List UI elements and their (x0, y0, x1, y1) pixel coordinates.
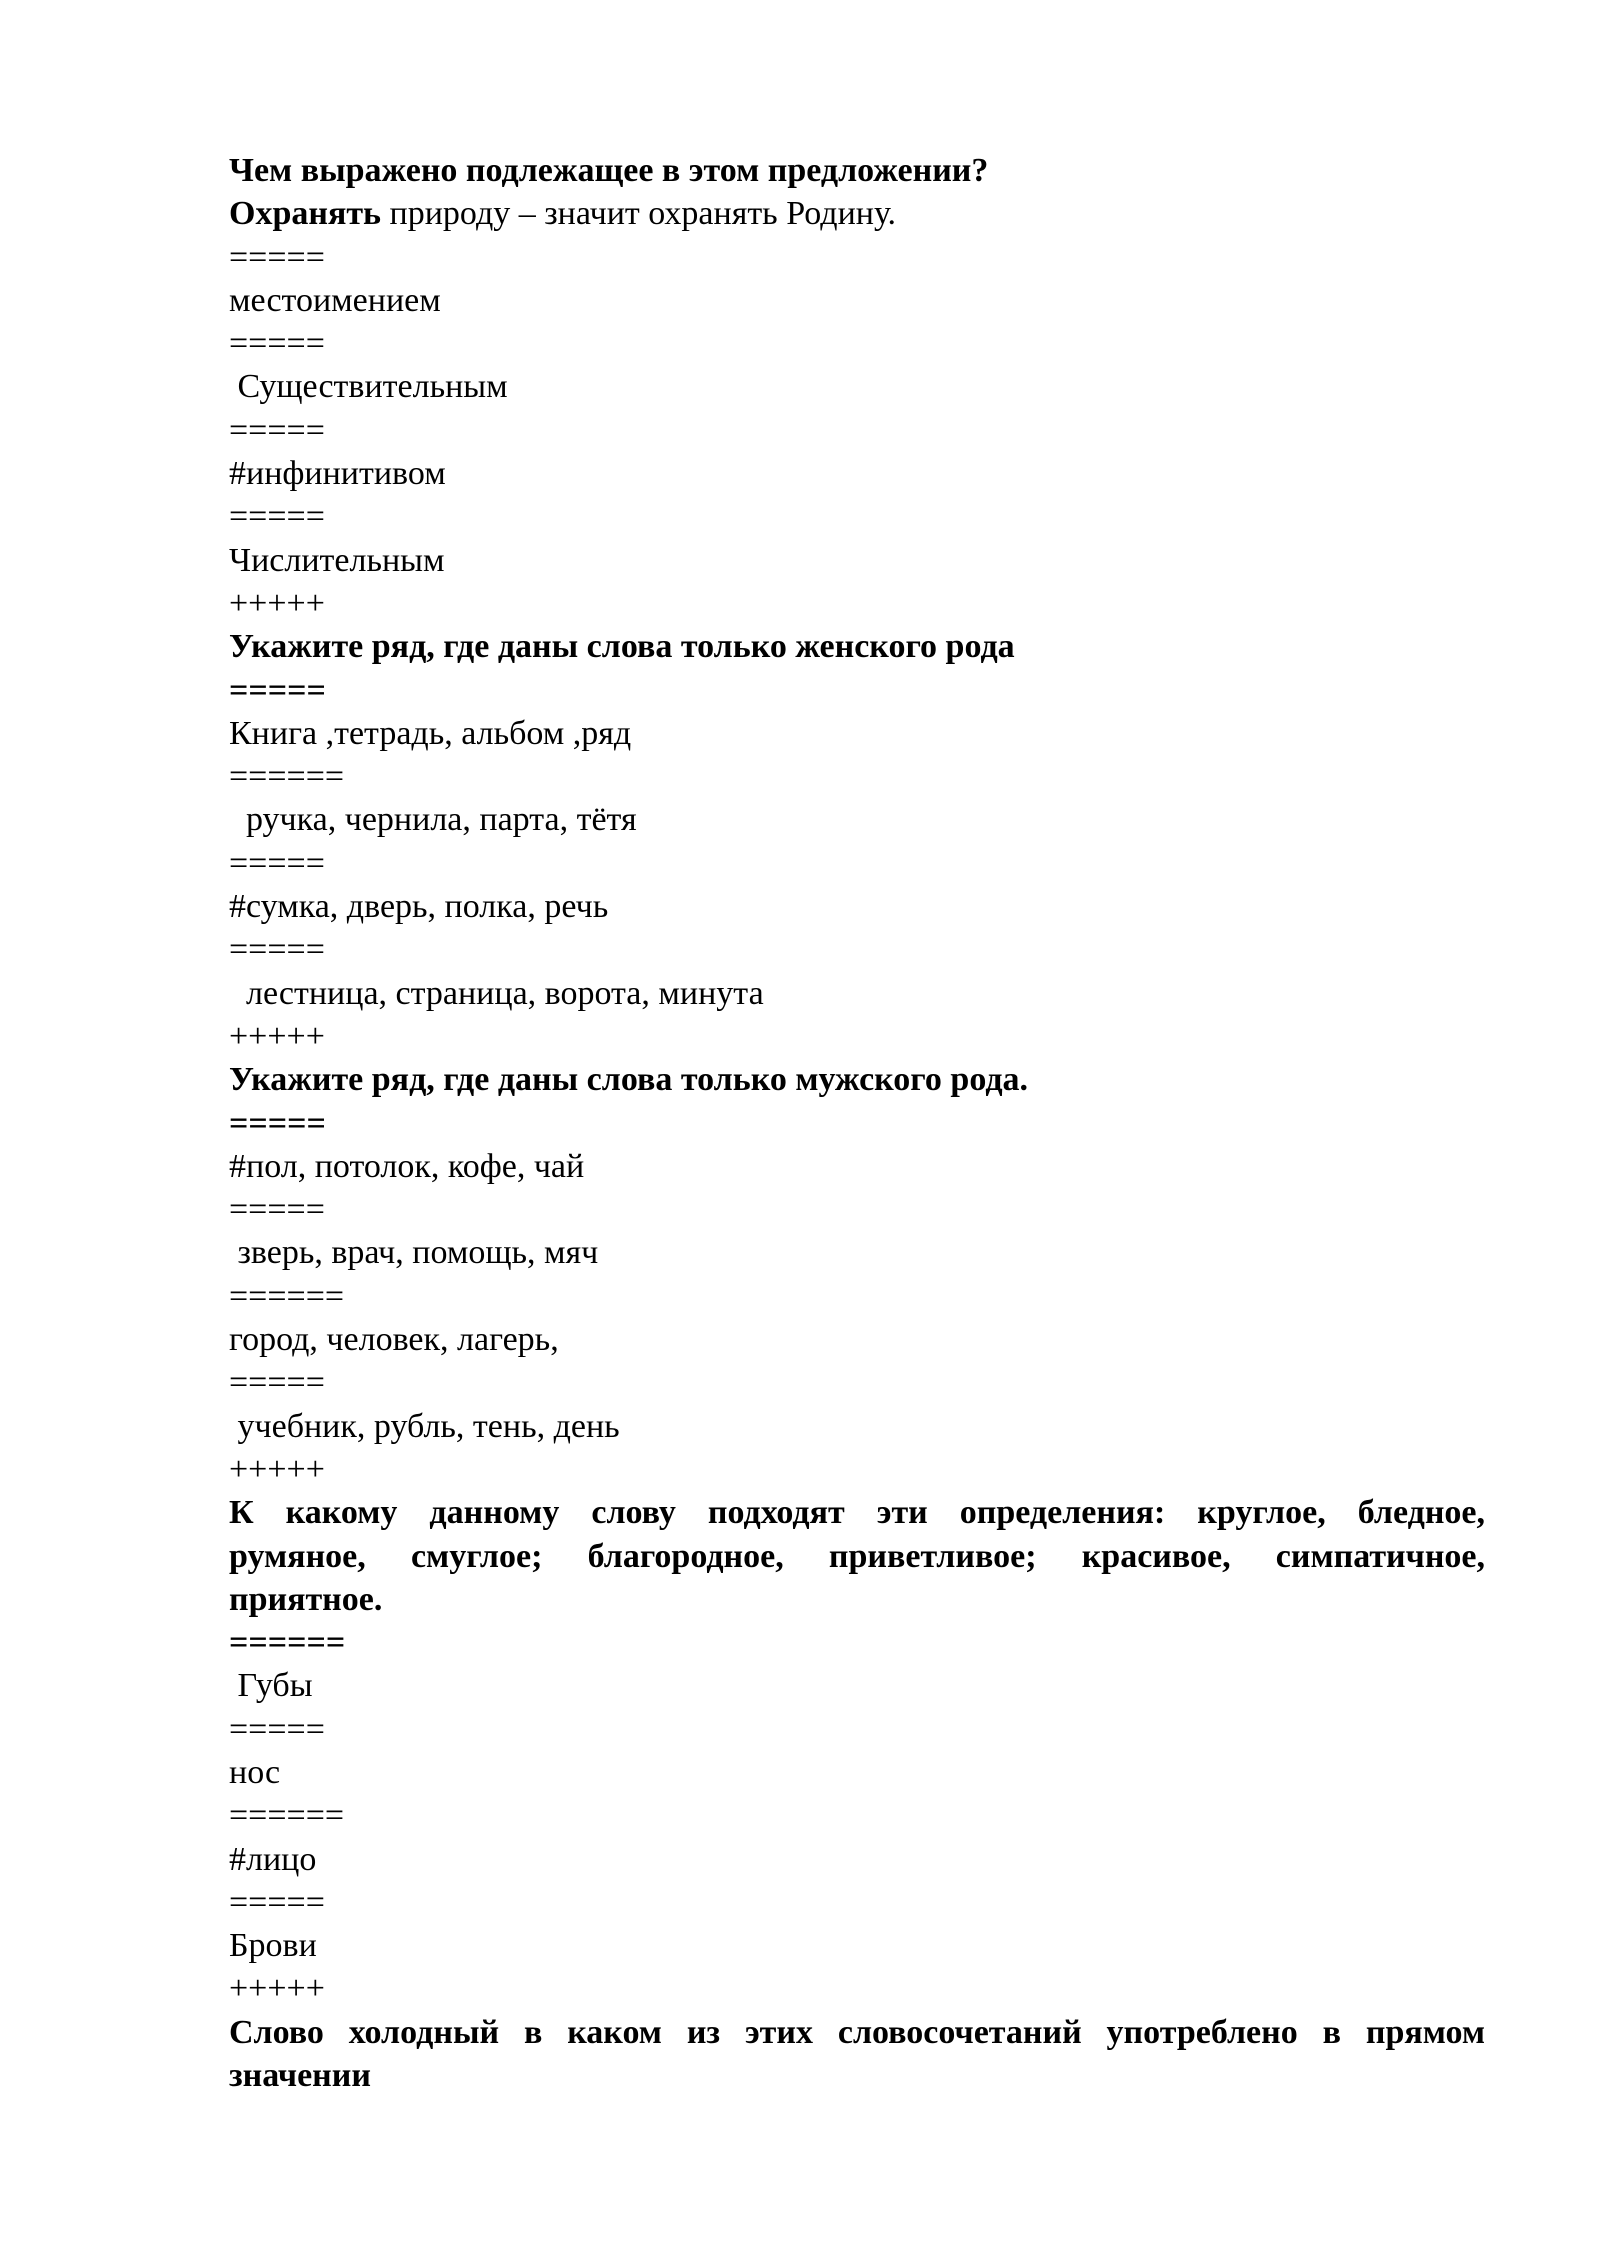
text-segment: Чем выражено подлежащее в этом предложении? (229, 152, 989, 189)
answer-separator (229, 1275, 1485, 1318)
answer-separator (229, 1794, 1485, 1837)
question-text (229, 1491, 1485, 1534)
question-text (229, 1535, 1485, 1578)
answer-option (229, 972, 1485, 1015)
answer-separator (229, 1708, 1485, 1751)
answer-option (229, 798, 1485, 841)
text-segment: ===== (229, 325, 325, 363)
text-segment: ===== (229, 1191, 325, 1229)
text-segment: город, человек, лагерь, (229, 1321, 559, 1359)
question-separator (229, 1448, 1485, 1491)
answer-option (229, 1231, 1485, 1274)
text-segment: ===== (229, 1883, 325, 1921)
answer-option (229, 1924, 1485, 1967)
answer-separator (229, 669, 1485, 712)
text-segment: ===== (229, 238, 325, 276)
text-segment: Укажите ряд, где даны слова только женского рода (229, 628, 1015, 666)
text-segment: Слово холодный в каком из этих словосочетаний употреблено в прямом (229, 2013, 1485, 2051)
question-text (229, 625, 1485, 668)
answer-option (229, 1318, 1485, 1361)
correct-answer-option (229, 452, 1485, 495)
answer-separator (229, 409, 1485, 452)
answer-separator (229, 1621, 1485, 1664)
answer-separator (229, 1361, 1485, 1404)
question-separator (229, 1967, 1485, 2010)
text-segment: Брови (229, 1927, 317, 1965)
text-segment: учебник, рубль, тень, день (229, 1407, 620, 1445)
text-segment: Существительным (229, 368, 508, 406)
text-segment: +++++ (229, 1450, 325, 1488)
text-segment: #сумка, дверь, полка, речь (229, 888, 609, 926)
text-segment: +++++ (229, 584, 325, 622)
answer-option (229, 279, 1485, 322)
text-segment: #лицо (229, 1840, 317, 1878)
answer-option (229, 1751, 1485, 1794)
answer-separator (229, 495, 1485, 538)
text-segment: лестница, страница, ворота, минута (229, 974, 764, 1012)
text-segment: К какому данному слову подходят эти определения: круглое, бледное, (229, 1494, 1485, 1532)
text-segment: ====== (229, 1624, 346, 1662)
text-segment: природу – значит охранять Родину. (381, 195, 897, 233)
answer-separator (229, 755, 1485, 798)
correct-answer-option (229, 1145, 1485, 1188)
text-segment: ===== (229, 844, 325, 882)
correct-answer-option (229, 885, 1485, 928)
answer-separator (229, 1188, 1485, 1231)
answer-separator (229, 1102, 1485, 1145)
answer-separator (229, 1881, 1485, 1924)
question-text (229, 1058, 1485, 1101)
correct-answer-option (229, 1838, 1485, 1881)
text-segment: местоимением (229, 281, 441, 319)
text-segment: #пол, потолок, кофе, чай (229, 1147, 585, 1185)
answer-option (229, 1405, 1485, 1448)
text-segment: ===== (229, 411, 325, 449)
answer-option (229, 539, 1485, 582)
text-segment: ручка, чернила, парта, тётя (229, 801, 637, 839)
text-segment: ====== (229, 1277, 345, 1315)
text-segment: ===== (229, 1710, 325, 1748)
answer-option (229, 1664, 1485, 1707)
example-sentence (229, 192, 1485, 235)
answer-separator (229, 928, 1485, 971)
text-segment: Охранять (229, 195, 382, 233)
question-text (229, 2011, 1485, 2054)
question-separator (229, 582, 1485, 625)
text-segment: +++++ (229, 1970, 325, 2008)
text-segment: Числительным (229, 541, 445, 579)
text-segment: нос (229, 1753, 281, 1791)
text-segment: ====== (229, 1797, 345, 1835)
text-segment: #инфинитивом (229, 455, 446, 493)
answer-separator (229, 236, 1485, 279)
text-segment: ===== (229, 498, 325, 536)
text-segment: ====== (229, 758, 345, 796)
text-segment: румяное, смуглое; благородное, приветливое; красивое, симпатичное, (229, 1537, 1485, 1575)
text-segment: зверь, врач, помощь, мяч (229, 1234, 599, 1272)
question-separator (229, 1015, 1485, 1058)
text-segment: ===== (229, 1364, 325, 1402)
text-segment: +++++ (229, 1017, 325, 1055)
text-segment: Губы (229, 1667, 313, 1705)
answer-option (229, 712, 1485, 755)
text-segment: приятное. (229, 1580, 383, 1618)
answer-separator (229, 842, 1485, 885)
text-segment: ===== (229, 1104, 326, 1142)
text-segment: Книга ,тетрадь, альбом ,ряд (229, 714, 632, 752)
question-text (229, 2054, 1485, 2097)
question-text (229, 149, 1485, 192)
question-text (229, 1578, 1485, 1621)
text-segment: ===== (229, 931, 325, 969)
text-segment: ===== (229, 671, 326, 709)
answer-separator (229, 322, 1485, 365)
answer-option (229, 365, 1485, 408)
text-segment: Укажите ряд, где даны слова только мужского рода. (229, 1061, 1029, 1099)
text-segment: значении (229, 2057, 371, 2095)
